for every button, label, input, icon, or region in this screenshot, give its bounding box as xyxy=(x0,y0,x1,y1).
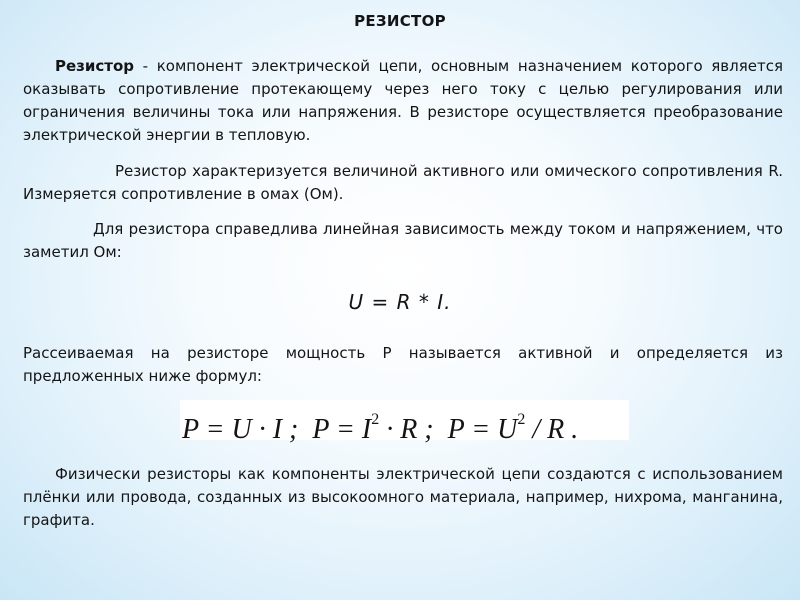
slide-title: РЕЗИСТОР xyxy=(354,12,446,30)
definition-text: - компонент электрической цепи, основным назначением которого является оказывать сопротивление протекающему через него току с целью регулирования или ограничения величины тока или напряжения. В резисторе осуществляется преобразование электрической энергии в тепловую. xyxy=(23,57,783,144)
paragraph-ohm-intro: Для резистора справедлива линейная зависимость между током и напряжением, что заметил Ом: xyxy=(23,220,783,261)
formula-i2r: $P = I^2 \cdot R$ ; xyxy=(312,411,434,445)
paragraph-definition xyxy=(23,55,783,147)
paragraph-materials: Физически резисторы как компоненты электрической цепи создаются с использованием плёнки или провода, созданных из высокоомного материала, например, нихрома, манганина, графита. xyxy=(23,465,783,529)
power-formulas xyxy=(180,400,629,445)
paragraph-resistance: Резистор характеризуется величиной активного или омического сопротивления R. Измеряется сопротивление в омах (Ом). xyxy=(23,162,783,203)
ohm-law-formula: U = R * I. xyxy=(348,290,452,314)
formula-ui: P = U · I ; xyxy=(182,414,299,445)
term-resistor: Резистор xyxy=(55,57,135,75)
paragraph-power: Рассеиваемая на резисторе мощность P называется активной и определяется из предложенных ниже формул: xyxy=(23,344,783,385)
formula-u2r: $P = U^2 / R$ . xyxy=(447,411,579,445)
